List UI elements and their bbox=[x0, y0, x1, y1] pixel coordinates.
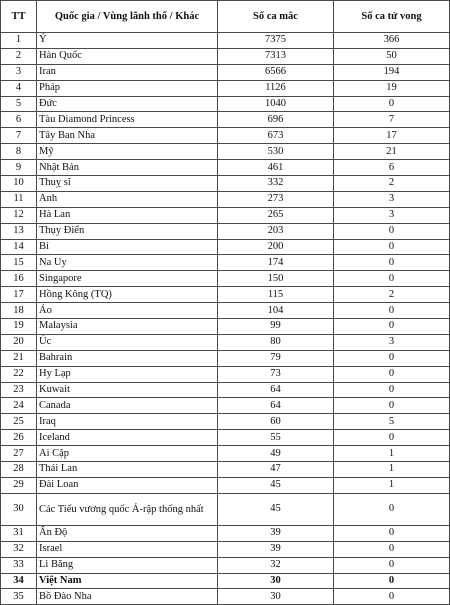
table-body bbox=[1, 33, 450, 605]
table-row bbox=[1, 303, 450, 319]
row-number-cell: 14 bbox=[1, 239, 37, 255]
table-row bbox=[1, 414, 450, 430]
deaths-cell: 19 bbox=[334, 80, 450, 96]
deaths-cell: 0 bbox=[334, 493, 450, 525]
table-row bbox=[1, 477, 450, 493]
cases-cell: 7375 bbox=[218, 33, 334, 49]
cases-cell: 60 bbox=[218, 414, 334, 430]
cases-cell: 45 bbox=[218, 493, 334, 525]
deaths-cell: 0 bbox=[334, 223, 450, 239]
cases-cell: 49 bbox=[218, 446, 334, 462]
cases-cell: 461 bbox=[218, 160, 334, 176]
cases-cell: 150 bbox=[218, 271, 334, 287]
cases-cell: 203 bbox=[218, 223, 334, 239]
deaths-cell: 0 bbox=[334, 573, 450, 589]
table-row bbox=[1, 112, 450, 128]
cases-cell: 32 bbox=[218, 557, 334, 573]
country-cell: Tây Ban Nha bbox=[37, 128, 218, 144]
row-number-cell: 4 bbox=[1, 80, 37, 96]
deaths-cell: 0 bbox=[334, 319, 450, 335]
table-row bbox=[1, 223, 450, 239]
country-cell: Malaysia bbox=[37, 319, 218, 335]
deaths-cell: 1 bbox=[334, 477, 450, 493]
table-row bbox=[1, 541, 450, 557]
row-number-cell: 28 bbox=[1, 462, 37, 478]
country-cell: Kuwait bbox=[37, 382, 218, 398]
row-number-cell: 8 bbox=[1, 144, 37, 160]
cases-cell: 265 bbox=[218, 207, 334, 223]
country-cell: Đài Loan bbox=[37, 477, 218, 493]
table-row bbox=[1, 398, 450, 414]
table-row bbox=[1, 462, 450, 478]
country-cell: Mỹ bbox=[37, 144, 218, 160]
row-number-cell: 20 bbox=[1, 334, 37, 350]
table-row bbox=[1, 48, 450, 64]
table-row bbox=[1, 33, 450, 49]
cases-cell: 332 bbox=[218, 176, 334, 192]
table-row bbox=[1, 382, 450, 398]
country-cell: Thái Lan bbox=[37, 462, 218, 478]
cases-cell: 696 bbox=[218, 112, 334, 128]
row-number-cell: 18 bbox=[1, 303, 37, 319]
row-number-cell: 29 bbox=[1, 477, 37, 493]
table-row bbox=[1, 525, 450, 541]
country-cell: Hồng Kông (TQ) bbox=[37, 287, 218, 303]
country-cell: Hy Lạp bbox=[37, 366, 218, 382]
cases-cell: 30 bbox=[218, 589, 334, 605]
row-number-cell: 11 bbox=[1, 191, 37, 207]
table-row bbox=[1, 287, 450, 303]
country-cell: Hà Lan bbox=[37, 207, 218, 223]
country-cell: Việt Nam bbox=[37, 573, 218, 589]
row-number-cell: 16 bbox=[1, 271, 37, 287]
country-cell: Na Uy bbox=[37, 255, 218, 271]
cases-cell: 7313 bbox=[218, 48, 334, 64]
table-row bbox=[1, 144, 450, 160]
table-row bbox=[1, 446, 450, 462]
country-cell: Ấn Độ bbox=[37, 525, 218, 541]
deaths-cell: 0 bbox=[334, 255, 450, 271]
cases-cell: 64 bbox=[218, 398, 334, 414]
table-row bbox=[1, 573, 450, 589]
cases-cell: 39 bbox=[218, 541, 334, 557]
deaths-cell: 2 bbox=[334, 176, 450, 192]
deaths-cell: 0 bbox=[334, 525, 450, 541]
country-cell: Iceland bbox=[37, 430, 218, 446]
country-cell: Israel bbox=[37, 541, 218, 557]
row-number-cell: 7 bbox=[1, 128, 37, 144]
deaths-cell: 5 bbox=[334, 414, 450, 430]
cases-cell: 1126 bbox=[218, 80, 334, 96]
deaths-cell: 0 bbox=[334, 303, 450, 319]
table-row bbox=[1, 366, 450, 382]
table-row bbox=[1, 493, 450, 525]
deaths-cell: 3 bbox=[334, 207, 450, 223]
deaths-cell: 1 bbox=[334, 462, 450, 478]
row-number-cell: 27 bbox=[1, 446, 37, 462]
row-number-cell: 34 bbox=[1, 573, 37, 589]
deaths-cell: 0 bbox=[334, 382, 450, 398]
deaths-cell: 0 bbox=[334, 271, 450, 287]
table-row bbox=[1, 350, 450, 366]
cases-cell: 45 bbox=[218, 477, 334, 493]
row-number-cell: 3 bbox=[1, 64, 37, 80]
cases-cell: 530 bbox=[218, 144, 334, 160]
cases-cell: 79 bbox=[218, 350, 334, 366]
table-row bbox=[1, 207, 450, 223]
deaths-cell: 0 bbox=[334, 96, 450, 112]
cases-cell: 1040 bbox=[218, 96, 334, 112]
table-header-row bbox=[1, 1, 450, 33]
cases-cell: 55 bbox=[218, 430, 334, 446]
deaths-cell: 0 bbox=[334, 589, 450, 605]
row-number-cell: 15 bbox=[1, 255, 37, 271]
row-number-cell: 22 bbox=[1, 366, 37, 382]
cases-cell: 64 bbox=[218, 382, 334, 398]
header-country: Quốc gia / Vùng lãnh thổ / Khác bbox=[37, 1, 218, 33]
deaths-cell: 0 bbox=[334, 239, 450, 255]
deaths-cell: 366 bbox=[334, 33, 450, 49]
country-cell: Li Băng bbox=[37, 557, 218, 573]
row-number-cell: 23 bbox=[1, 382, 37, 398]
deaths-cell: 0 bbox=[334, 430, 450, 446]
table-row bbox=[1, 191, 450, 207]
table-row bbox=[1, 80, 450, 96]
cases-cell: 673 bbox=[218, 128, 334, 144]
deaths-cell: 7 bbox=[334, 112, 450, 128]
table-row bbox=[1, 160, 450, 176]
country-cell: Hàn Quốc bbox=[37, 48, 218, 64]
deaths-cell: 17 bbox=[334, 128, 450, 144]
country-cell: Canada bbox=[37, 398, 218, 414]
cases-cell: 80 bbox=[218, 334, 334, 350]
row-number-cell: 26 bbox=[1, 430, 37, 446]
deaths-cell: 2 bbox=[334, 287, 450, 303]
header-deaths: Số ca tử vong bbox=[334, 1, 450, 33]
row-number-cell: 10 bbox=[1, 176, 37, 192]
row-number-cell: 32 bbox=[1, 541, 37, 557]
country-cell: Anh bbox=[37, 191, 218, 207]
country-cell: Iran bbox=[37, 64, 218, 80]
deaths-cell: 50 bbox=[334, 48, 450, 64]
row-number-cell: 25 bbox=[1, 414, 37, 430]
table-row bbox=[1, 334, 450, 350]
row-number-cell: 19 bbox=[1, 319, 37, 335]
country-cell: Tàu Diamond Princess bbox=[37, 112, 218, 128]
cases-cell: 273 bbox=[218, 191, 334, 207]
cases-cell: 47 bbox=[218, 462, 334, 478]
cases-cell: 30 bbox=[218, 573, 334, 589]
country-cell: Bồ Đào Nha bbox=[37, 589, 218, 605]
country-cell: Bahrain bbox=[37, 350, 218, 366]
country-cell: Áo bbox=[37, 303, 218, 319]
row-number-cell: 30 bbox=[1, 493, 37, 525]
country-cell: Thụy Điển bbox=[37, 223, 218, 239]
cases-cell: 6566 bbox=[218, 64, 334, 80]
country-cell: Ý bbox=[37, 33, 218, 49]
table-row bbox=[1, 128, 450, 144]
deaths-cell: 194 bbox=[334, 64, 450, 80]
deaths-cell: 0 bbox=[334, 398, 450, 414]
table-row bbox=[1, 430, 450, 446]
country-cell: Úc bbox=[37, 334, 218, 350]
table-row bbox=[1, 239, 450, 255]
cases-cell: 200 bbox=[218, 239, 334, 255]
deaths-cell: 0 bbox=[334, 557, 450, 573]
deaths-cell: 0 bbox=[334, 350, 450, 366]
deaths-cell: 21 bbox=[334, 144, 450, 160]
row-number-cell: 9 bbox=[1, 160, 37, 176]
cases-cell: 104 bbox=[218, 303, 334, 319]
table-row bbox=[1, 176, 450, 192]
cases-cell: 99 bbox=[218, 319, 334, 335]
table-row bbox=[1, 557, 450, 573]
deaths-cell: 3 bbox=[334, 191, 450, 207]
deaths-cell: 0 bbox=[334, 541, 450, 557]
table-row bbox=[1, 96, 450, 112]
country-cell: Thuỵ sĩ bbox=[37, 176, 218, 192]
row-number-cell: 1 bbox=[1, 33, 37, 49]
header-cases: Số ca mắc bbox=[218, 1, 334, 33]
row-number-cell: 33 bbox=[1, 557, 37, 573]
cases-cell: 174 bbox=[218, 255, 334, 271]
deaths-cell: 6 bbox=[334, 160, 450, 176]
row-number-cell: 31 bbox=[1, 525, 37, 541]
cases-cell: 73 bbox=[218, 366, 334, 382]
row-number-cell: 24 bbox=[1, 398, 37, 414]
table-row bbox=[1, 589, 450, 605]
country-cell: Đức bbox=[37, 96, 218, 112]
row-number-cell: 17 bbox=[1, 287, 37, 303]
deaths-cell: 1 bbox=[334, 446, 450, 462]
table-row bbox=[1, 64, 450, 80]
deaths-cell: 0 bbox=[334, 366, 450, 382]
row-number-cell: 13 bbox=[1, 223, 37, 239]
cases-cell: 39 bbox=[218, 525, 334, 541]
row-number-cell: 6 bbox=[1, 112, 37, 128]
row-number-cell: 35 bbox=[1, 589, 37, 605]
row-number-cell: 12 bbox=[1, 207, 37, 223]
table-row bbox=[1, 319, 450, 335]
country-cell: Singapore bbox=[37, 271, 218, 287]
country-cell: Pháp bbox=[37, 80, 218, 96]
row-number-cell: 2 bbox=[1, 48, 37, 64]
row-number-cell: 21 bbox=[1, 350, 37, 366]
deaths-cell: 3 bbox=[334, 334, 450, 350]
country-cell: Nhật Bản bbox=[37, 160, 218, 176]
cases-cell: 115 bbox=[218, 287, 334, 303]
country-cell: Ai Cập bbox=[37, 446, 218, 462]
country-cell: Iraq bbox=[37, 414, 218, 430]
row-number-cell: 5 bbox=[1, 96, 37, 112]
table-row bbox=[1, 271, 450, 287]
country-cell: Các Tiểu vương quốc Ả-rập thống nhất bbox=[37, 493, 218, 525]
country-cell: Bỉ bbox=[37, 239, 218, 255]
table-row bbox=[1, 255, 450, 271]
header-tt: TT bbox=[1, 1, 37, 33]
